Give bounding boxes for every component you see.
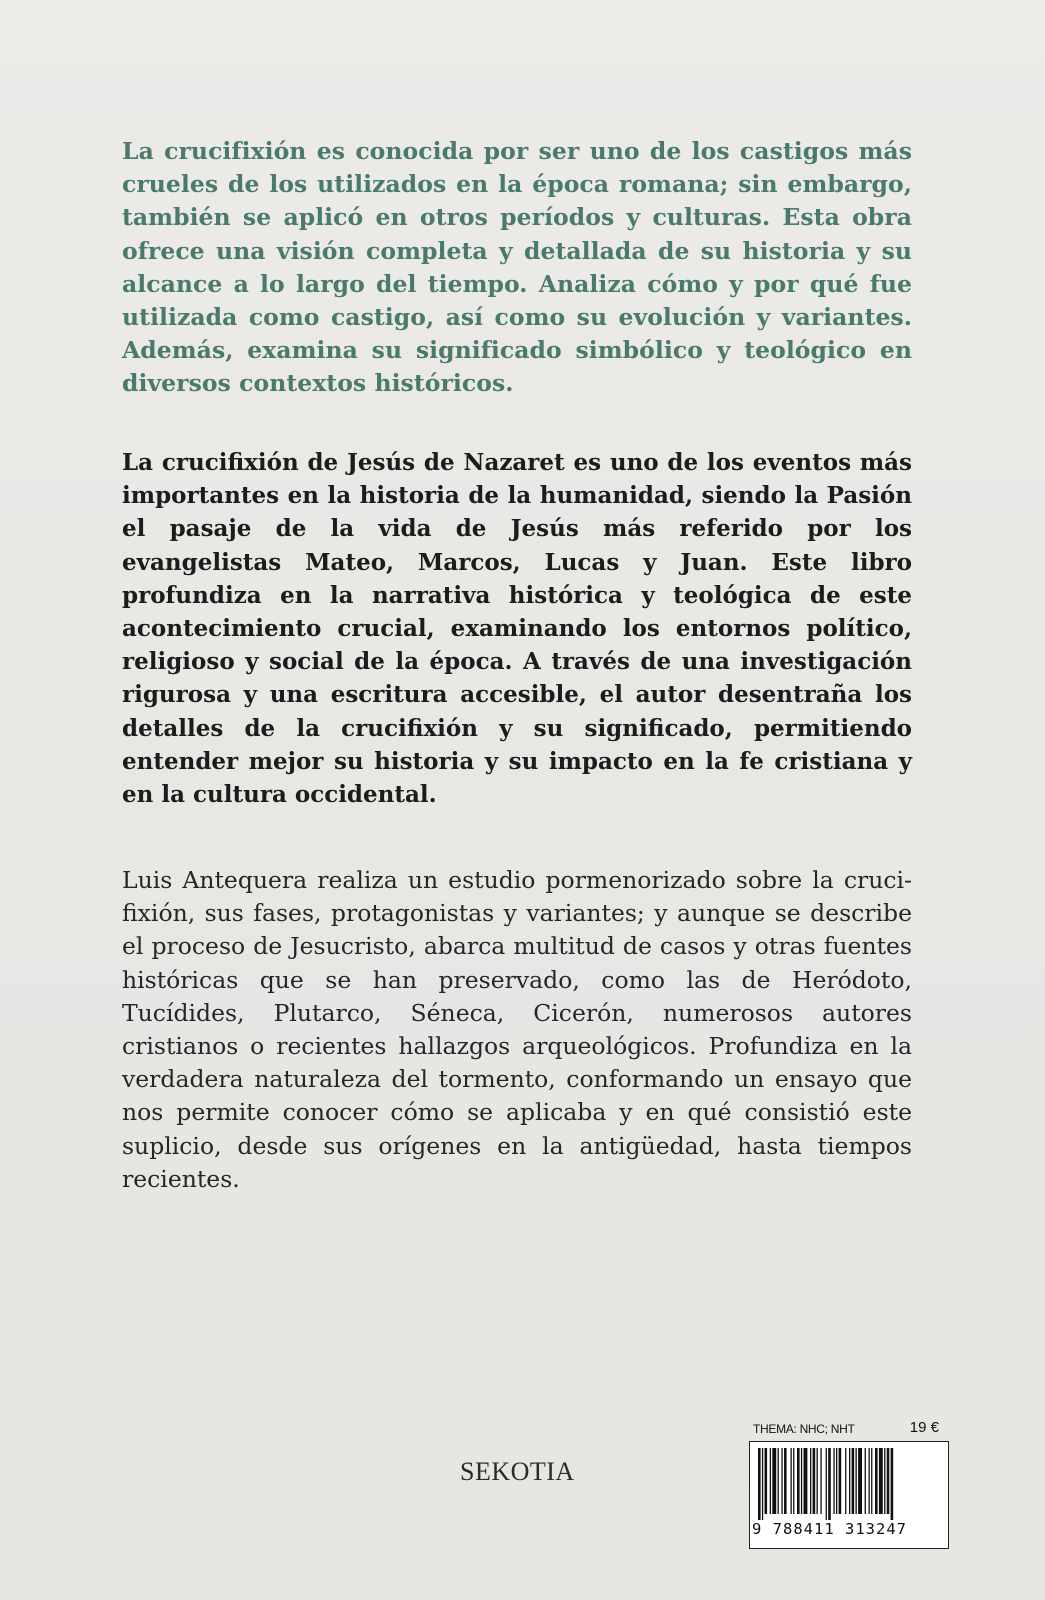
jesus-crucifixion-paragraph: La crucifixión de Jesús de Nazaret es uno de los eventos más importantes en la historia de la humanidad, siendo la Pasión el pasaje de la vida de Jesús más referido por los evangelistas Mateo, Marcos, Lucas y Juan. Este libro profundiza en la narrativa histórica y teológica de este acontecimiento crucial, examinando los entornos político, religioso y social de la época. A través de una investigación rigurosa y una escritura accesible, el autor desentraña los detalles de la crucifixión y su significado, permitiendo entender mejor su historia y su impacto en la fe cristiana y en la cultura occidental.: [122, 449, 912, 809]
intro-paragraph: La crucifixión es conocida por ser uno de los castigos más crueles de los utilizados en la época romana; sin embargo, también se aplicó en otros períodos y culturas. Esta obra ofrece una visión completa y detallada de su historia y su alcance a lo largo del tiempo. Analiza cómo y por qué fue utilizada como castigo, así como su evolución y variantes. Además, examina su significado simbólico y teológico en diversos contextos históricos.: [122, 137, 912, 398]
publisher-logo: SEKOTIA: [460, 1457, 575, 1486]
thema-price-line: [749, 1419, 949, 1439]
barcode-block: [749, 1419, 949, 1549]
barcode-bars-icon: [756, 1448, 942, 1520]
isbn-barcode: [749, 1441, 949, 1549]
author-paragraph: Luis Antequera realiza un estudio pormenorizado sobre la crucifixión, sus fases, protagonistas y variantes; y aunque se describe el proceso de Jesucristo, abarca multitud de casos y otras fuentes históricas que se han preservado, como las de Heródoto, Tucídides, Plutarco, Séneca, Cicerón, numerosos autores cristianos o recientes hallazgos arqueológicos. Profundiza en la verdadera naturaleza del tormento, conformando un ensayo que nos permite conocer cómo se aplicaba y en qué consistió este suplicio, desde sus orígenes en la antigüedad, hasta tiempos recientes.: [122, 866, 912, 1193]
isbn-number: 9 788411 313247: [752, 1520, 907, 1538]
price-label: 19 €: [909, 1419, 939, 1436]
thema-code: THEMA: NHC; NHT: [753, 1422, 855, 1436]
